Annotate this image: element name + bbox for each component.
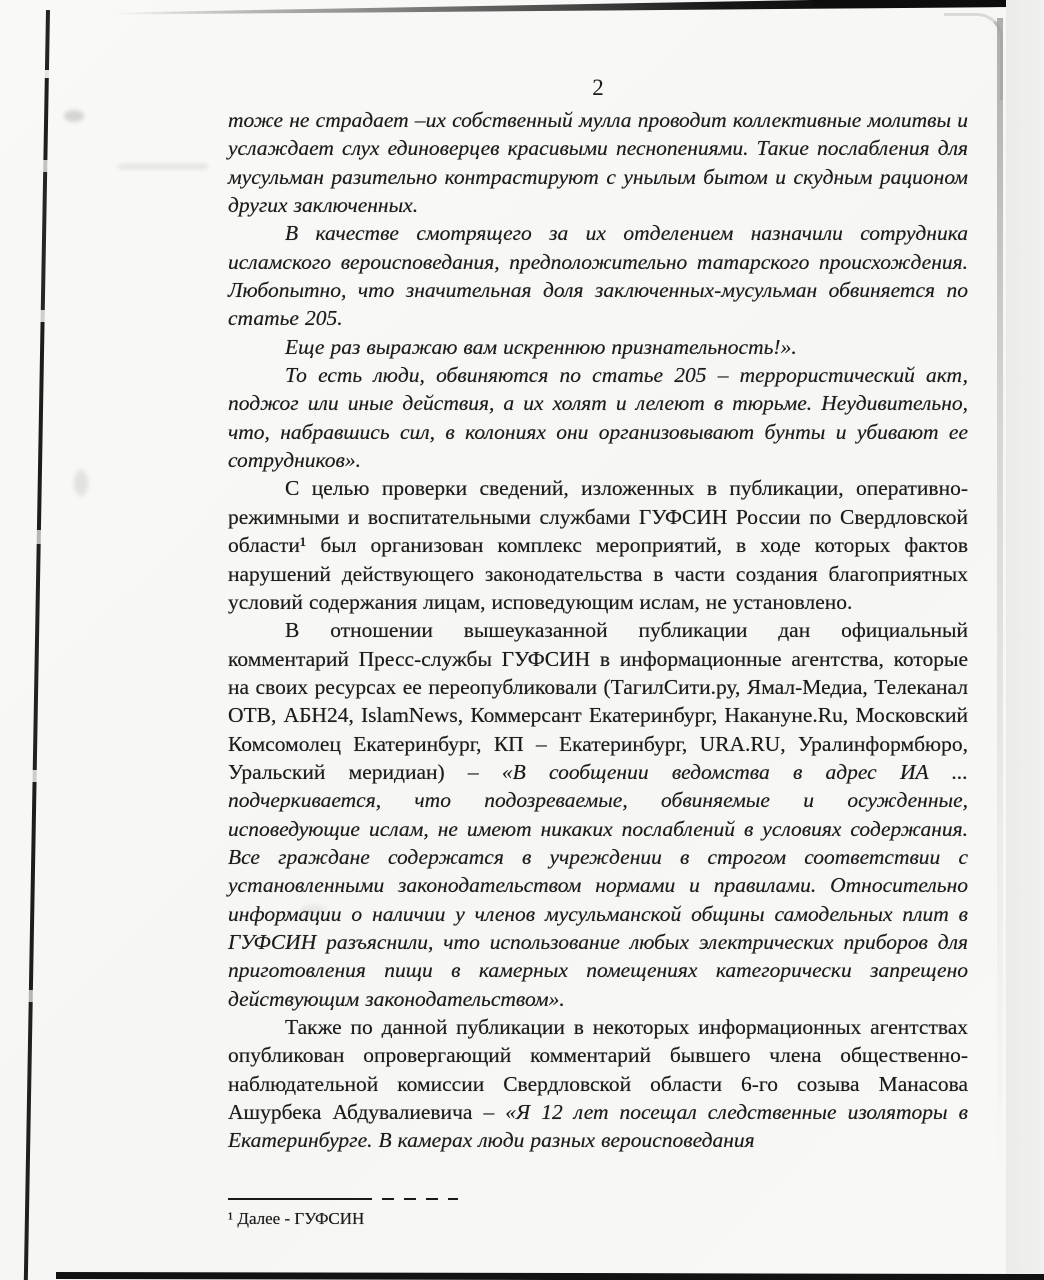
scan-smudge bbox=[64, 110, 84, 122]
quoted-text-run: «Я 12 лет посещал следственные изоляторы в Екатеринбурге. В камерах люди разных вероисповедания bbox=[228, 1100, 968, 1153]
paragraph bbox=[228, 106, 968, 219]
scan-smudge bbox=[118, 164, 208, 169]
scan-smudge bbox=[74, 470, 88, 496]
text-run: Также по данной публикации в некоторых информационных агентствах опубликован опровергающий комментарий бывшего члена общественно-наблюдательной комиссии Свердловской области 6-го созыва Манасова Ашурбека Абдувалиевича – bbox=[228, 1015, 968, 1125]
scan-margin-right bbox=[1006, 0, 1044, 1280]
paragraph bbox=[228, 1013, 968, 1155]
footnote-text: ¹ Далее - ГУФСИН bbox=[228, 1209, 365, 1228]
paragraph bbox=[228, 219, 968, 332]
quoted-text-run: Еще раз выражаю вам искреннюю признательность!». bbox=[285, 334, 797, 359]
page-content bbox=[228, 74, 968, 1155]
paragraph bbox=[228, 616, 968, 1013]
text-run: В отношении вышеуказанной публикации дан официальный комментарий Пресс-службы ГУФСИН в информационные агентства, которые на своих ресурсах ее переопубликовали (ТагилСити.ру, Ямал-Медиа, Телеканал ОТВ, АБН24, IslamNews, Коммерсант Екатеринбург, Накануне.Ru, Московский Комсомолец Екатеринбург, КП – Екатеринбург, URA.RU, Уралинформбюро, Уральский меридиан) – bbox=[228, 618, 968, 784]
scan-edge-bottom-line bbox=[56, 1272, 1044, 1280]
footnote bbox=[228, 1198, 968, 1230]
paragraph bbox=[228, 474, 968, 616]
text-run: С целью проверки сведений, изложенных в публикации, оперативно-режимными и воспитательными службами ГУФСИН России по Свердловской области¹ был организован комплекс мероприятий, в ходе которых фактов нарушений действующего законодательства в части создания благоприятных условий содержания лицам, исповедующим ислам, не установлено. bbox=[228, 476, 968, 614]
quoted-text-run: тоже не страдает –их собственный мулла проводит коллективные молитвы и услаждает слух единоверцев красивыми песнопениями. Такие послабления для мусульман разительно контрастируют с унылым бытом и скудным рационом других заключенных. bbox=[228, 108, 968, 218]
paragraph bbox=[228, 333, 968, 361]
paragraphs bbox=[228, 106, 968, 1155]
quoted-text-run: То есть люди, обвиняются по статье 205 – террористический акт, поджог или иные действия, а их холят и лелеют в тюрьме. Неудивительно, что, набравшись сил, в колониях они организовывают бунты и убивают ее сотрудников». bbox=[228, 363, 968, 473]
paragraph bbox=[228, 361, 968, 474]
page-edge-shadow-right bbox=[997, 18, 1003, 1178]
quoted-text-run: «В сообщении ведомства в адрес ИА ... подчеркивается, что подозреваемые, обвиняемые и осужденные, исповедующие ислам, не имеют никаких послаблений в условиях содержания. Все граждане содержатся в учреждении в строгом соответствии с установленными законодательством нормами и правилами. Относительно информации о наличии у членов мусульманской общины самодельных плит в ГУФСИН разъяснили, что использование любых электрических приборов для приготовления пищи в камерных помещениях категорически запрещено действующим законодательством». bbox=[228, 759, 969, 1011]
quoted-text-run: В качестве смотрящего за их отделением назначили сотрудника исламского вероисповедания, предположительно татарского происхождения. Любопытно, что значительная доля заключенных-мусульман обвиняется по статье 205. bbox=[228, 221, 968, 331]
footnote-separator-rule bbox=[228, 1198, 458, 1200]
page-number: 2 bbox=[592, 75, 604, 100]
